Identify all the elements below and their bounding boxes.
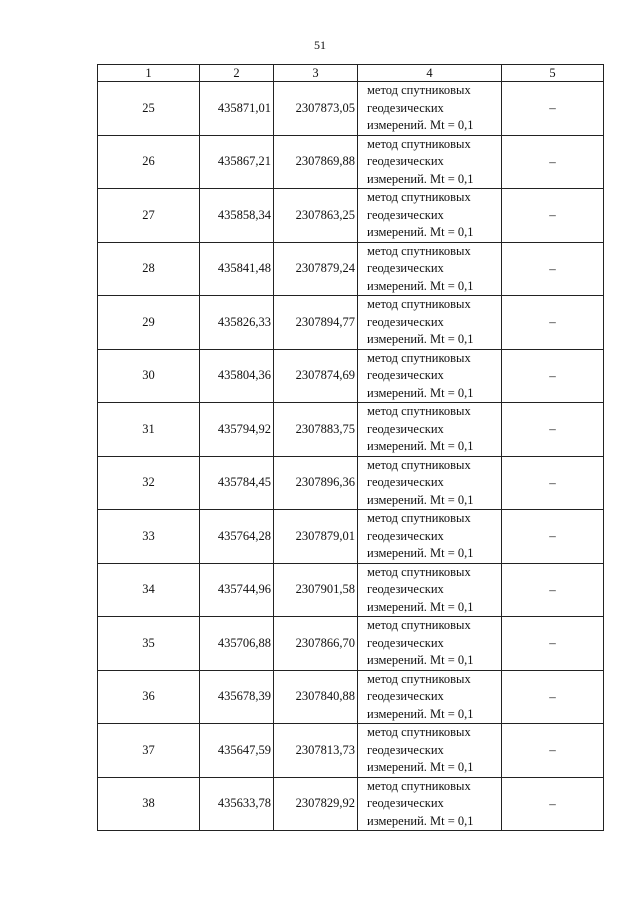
point-number-cell: 28 — [98, 242, 200, 296]
method-cell — [358, 670, 502, 724]
page-number: 51 — [314, 38, 326, 52]
column-5-cell: – — [502, 617, 604, 671]
table-row — [98, 135, 604, 189]
method-line-3: измерений. Mt = 0,1 — [367, 760, 474, 774]
column-5-cell: – — [502, 296, 604, 350]
method-line-3: измерений. Mt = 0,1 — [367, 385, 474, 400]
y-coordinate-cell: 2307894,77 — [274, 296, 358, 350]
x-coordinate-cell: 435706,88 — [200, 617, 274, 671]
method-line-3: измерений. Mt = 0,1 — [367, 225, 474, 239]
method-line-2: геодезических — [367, 207, 444, 222]
table-row — [98, 349, 604, 403]
point-number-cell: 37 — [98, 724, 200, 778]
method-line-3: измерений. Mt = 0,1 — [367, 653, 474, 667]
method-line-3: измерений. Mt = 0,1 — [367, 813, 474, 828]
point-number-cell: 31 — [98, 403, 200, 457]
method-line-3: измерений. Mt = 0,1 — [367, 278, 474, 293]
y-coordinate-cell: 2307879,01 — [274, 510, 358, 564]
method-line-2: геодезических — [367, 635, 444, 650]
method-line-2: геодезических — [367, 261, 444, 275]
method-line-3: измерений. Mt = 0,1 — [367, 546, 474, 560]
x-coordinate-cell: 435647,59 — [200, 724, 274, 778]
method-line-3: измерений. Mt = 0,1 — [367, 492, 474, 507]
column-5-cell: – — [502, 403, 604, 457]
method-line-1: метод спутниковых — [367, 136, 471, 151]
y-coordinate-cell: 2307879,24 — [274, 242, 358, 296]
method-line-2: геодезических — [367, 368, 444, 382]
column-5-cell: – — [502, 456, 604, 510]
table-header-row — [98, 65, 604, 82]
column-5-cell: – — [502, 135, 604, 189]
x-coordinate-cell: 435764,28 — [200, 510, 274, 564]
column-5-cell: – — [502, 510, 604, 564]
x-coordinate-cell: 435784,45 — [200, 456, 274, 510]
method-line-1: метод спутниковых — [367, 190, 471, 204]
table-body — [98, 82, 604, 831]
method-line-2: геодезических — [367, 796, 444, 810]
table-row — [98, 670, 604, 724]
column-header-3: 3 — [274, 65, 358, 82]
y-coordinate-cell: 2307883,75 — [274, 403, 358, 457]
point-number-cell: 36 — [98, 670, 200, 724]
method-cell — [358, 456, 502, 510]
x-coordinate-cell: 435826,33 — [200, 296, 274, 350]
column-header-1: 1 — [98, 65, 200, 82]
y-coordinate-cell: 2307863,25 — [274, 189, 358, 243]
method-cell — [358, 777, 502, 831]
table-row — [98, 82, 604, 136]
point-number-cell: 27 — [98, 189, 200, 243]
column-5-cell: – — [502, 242, 604, 296]
table-row — [98, 403, 604, 457]
method-cell — [358, 189, 502, 243]
column-5-cell: – — [502, 724, 604, 778]
method-line-3: измерений. Mt = 0,1 — [367, 332, 474, 346]
column-header-2: 2 — [200, 65, 274, 82]
column-header-4: 4 — [358, 65, 502, 82]
method-line-1: метод спутниковых — [367, 725, 471, 739]
table-row — [98, 456, 604, 510]
table-row — [98, 777, 604, 831]
coordinates-table — [97, 64, 604, 831]
method-line-1: метод спутниковых — [367, 457, 471, 472]
method-cell — [358, 349, 502, 403]
y-coordinate-cell: 2307813,73 — [274, 724, 358, 778]
column-5-cell: – — [502, 777, 604, 831]
method-line-1: метод спутниковых — [367, 618, 471, 632]
y-coordinate-cell: 2307896,36 — [274, 456, 358, 510]
method-line-1: метод спутниковых — [367, 511, 471, 525]
y-coordinate-cell: 2307840,88 — [274, 670, 358, 724]
method-line-2: геодезических — [367, 100, 444, 115]
y-coordinate-cell: 2307829,92 — [274, 777, 358, 831]
method-line-2: геодезических — [367, 421, 444, 436]
point-number-cell: 34 — [98, 563, 200, 617]
method-line-1: метод спутниковых — [367, 83, 471, 97]
method-cell — [358, 510, 502, 564]
table-row — [98, 510, 604, 564]
x-coordinate-cell: 435867,21 — [200, 135, 274, 189]
method-line-3: измерений. Mt = 0,1 — [367, 706, 474, 721]
method-line-2: геодезических — [367, 528, 444, 543]
method-line-3: измерений. Mt = 0,1 — [367, 439, 474, 453]
x-coordinate-cell: 435633,78 — [200, 777, 274, 831]
method-cell — [358, 82, 502, 136]
method-line-2: геодезических — [367, 689, 444, 703]
point-number-cell: 25 — [98, 82, 200, 136]
x-coordinate-cell: 435871,01 — [200, 82, 274, 136]
method-line-1: метод спутниковых — [367, 564, 471, 579]
y-coordinate-cell: 2307866,70 — [274, 617, 358, 671]
point-number-cell: 26 — [98, 135, 200, 189]
point-number-cell: 32 — [98, 456, 200, 510]
point-number-cell: 33 — [98, 510, 200, 564]
column-5-cell: – — [502, 349, 604, 403]
point-number-cell: 38 — [98, 777, 200, 831]
column-5-cell: – — [502, 189, 604, 243]
method-line-1: метод спутниковых — [367, 778, 471, 793]
method-line-1: метод спутниковых — [367, 404, 471, 418]
method-cell — [358, 135, 502, 189]
table-row — [98, 724, 604, 778]
method-line-2: геодезических — [367, 742, 444, 757]
column-5-cell: – — [502, 563, 604, 617]
method-cell — [358, 242, 502, 296]
method-line-3: измерений. Mt = 0,1 — [367, 599, 474, 614]
method-line-1: метод спутниковых — [367, 297, 471, 311]
method-line-1: метод спутниковых — [367, 350, 471, 365]
x-coordinate-cell: 435794,92 — [200, 403, 274, 457]
y-coordinate-cell: 2307869,88 — [274, 135, 358, 189]
method-line-3: измерений. Mt = 0,1 — [367, 118, 474, 132]
method-cell — [358, 563, 502, 617]
table-row — [98, 617, 604, 671]
method-cell — [358, 724, 502, 778]
table-row — [98, 242, 604, 296]
y-coordinate-cell: 2307901,58 — [274, 563, 358, 617]
y-coordinate-cell: 2307873,05 — [274, 82, 358, 136]
point-number-cell: 35 — [98, 617, 200, 671]
y-coordinate-cell: 2307874,69 — [274, 349, 358, 403]
table-row — [98, 296, 604, 350]
x-coordinate-cell: 435678,39 — [200, 670, 274, 724]
method-line-2: геодезических — [367, 154, 444, 168]
x-coordinate-cell: 435841,48 — [200, 242, 274, 296]
point-number-cell: 29 — [98, 296, 200, 350]
table-row — [98, 563, 604, 617]
method-line-2: геодезических — [367, 582, 444, 596]
method-line-1: метод спутниковых — [367, 243, 471, 258]
x-coordinate-cell: 435744,96 — [200, 563, 274, 617]
method-line-1: метод спутниковых — [367, 671, 471, 686]
column-5-cell: – — [502, 82, 604, 136]
method-cell — [358, 296, 502, 350]
method-cell — [358, 403, 502, 457]
point-number-cell: 30 — [98, 349, 200, 403]
column-header-5: 5 — [502, 65, 604, 82]
method-line-3: измерений. Mt = 0,1 — [367, 171, 474, 186]
x-coordinate-cell: 435858,34 — [200, 189, 274, 243]
table-row — [98, 189, 604, 243]
method-cell — [358, 617, 502, 671]
x-coordinate-cell: 435804,36 — [200, 349, 274, 403]
method-line-2: геодезических — [367, 475, 444, 489]
column-5-cell: – — [502, 670, 604, 724]
method-line-2: геодезических — [367, 314, 444, 329]
